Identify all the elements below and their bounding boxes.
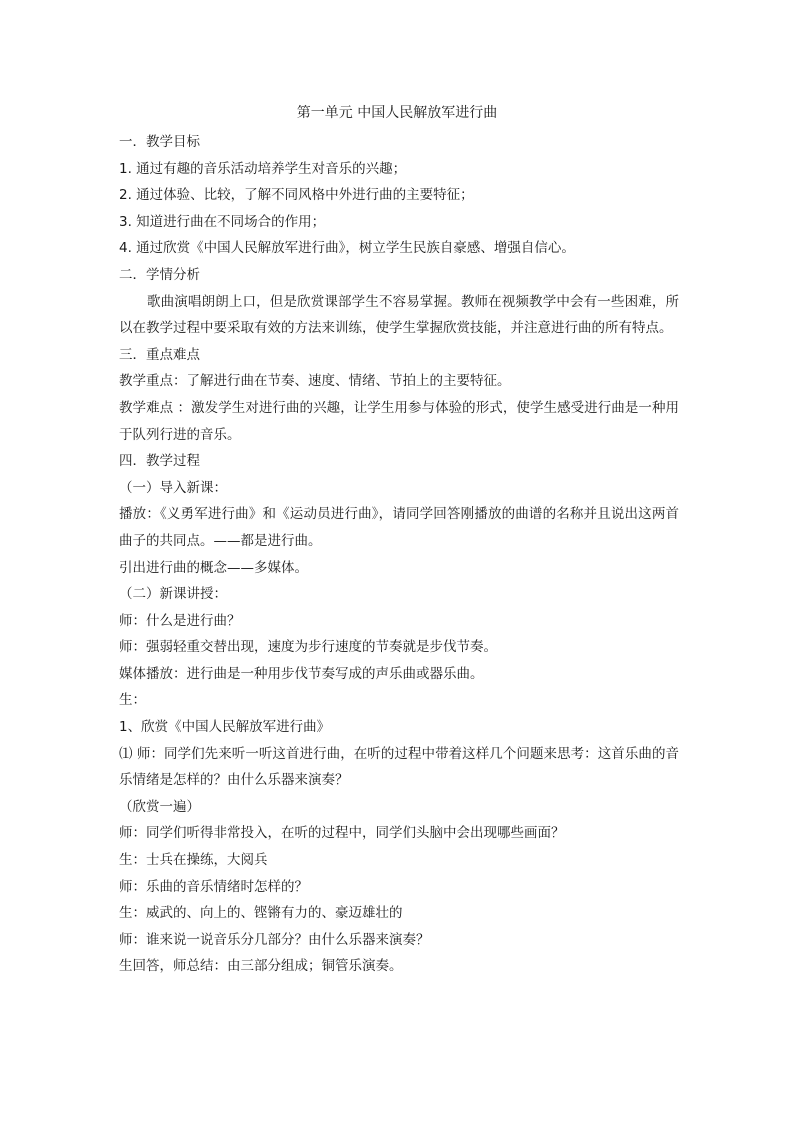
dialogue-paragraph: ⑴ 师：同学们先来听一听这首进行曲，在听的过程中带着这样几个问题来思考：这首乐曲的音乐情绪是怎样的？由什么乐器来演奏？ <box>119 745 679 789</box>
page-title: 第一单元 中国人民解放军进行曲 <box>296 105 498 121</box>
document-body <box>119 129 679 980</box>
objective-item: 4. 通过欣赏《中国人民解放军进行曲》，树立学生民族自豪感、增强自信心。 <box>119 240 575 257</box>
dialogue-line: 师：什么是进行曲？ <box>119 612 241 629</box>
dialogue-line: （欣赏一遍） <box>119 798 200 815</box>
objective-item: 3. 知道进行曲在不同场合的作用； <box>119 213 326 230</box>
dialogue-line: 生： <box>119 692 146 709</box>
section-heading-key-points: 三．重点难点 <box>119 346 200 363</box>
subsection-heading-new-lesson: （二）新课讲授： <box>119 586 227 603</box>
subsection-heading-intro: （一）导入新课： <box>119 479 227 496</box>
activity-heading: 1、欣赏《中国人民解放军进行曲》 <box>119 719 331 736</box>
section-heading-process: 四．教学过程 <box>119 453 200 470</box>
dialogue-line: 生回答，师总结：由三部分组成；铜管乐演奏。 <box>119 958 403 975</box>
process-line: 引出进行曲的概念——多媒体。 <box>119 559 308 576</box>
dialogue-line: 师：强弱轻重交替出现，速度为步行速度的节奏就是步伐节奏。 <box>119 639 497 656</box>
key-point-text: 教学重点：了解进行曲在节奏、速度、情绪、节拍上的主要特征。 <box>119 373 511 390</box>
intro-paragraph: 播放：《义勇军进行曲》和《运动员进行曲》，请同学回答刚播放的曲谱的名称并且说出这两首曲子的共同点。——都是进行曲。 <box>119 506 679 549</box>
dialogue-line: 生：威武的、向上的、铿锵有力的、豪迈雄壮的 <box>119 905 403 922</box>
dialogue-line: 师：同学们听得非常投入，在听的过程中，同学们头脑中会出现哪些画面？ <box>119 825 565 842</box>
dialogue-line: 媒体播放：进行曲是一种用步伐节奏写成的声乐曲或器乐曲。 <box>119 665 484 682</box>
difficulty-text: 教学难点 ：激发学生对进行曲的兴趣，让学生用参与体验的形式，使学生感受进行曲是一种用于队列行进的音乐。 <box>119 399 679 443</box>
section-heading-analysis: 二．学情分析 <box>119 266 200 283</box>
objective-item: 1. 通过有趣的音乐活动培养学生对音乐的兴趣； <box>119 160 407 177</box>
dialogue-line: 师：乐曲的音乐情绪时怎样的？ <box>119 878 308 895</box>
dialogue-line: 生：士兵在操练，大阅兵 <box>119 852 268 869</box>
dialogue-line: 师：谁来说一说音乐分几部分？由什么乐器来演奏？ <box>119 931 430 948</box>
analysis-paragraph: 歌曲演唱朗朗上口，但是欣赏课部学生不容易掌握。教师在视频教学中会有一些困难，所以在教学过程中要采取有效的方法来训练，使学生掌握欣赏技能，并注意进行曲的所有特点。 <box>119 293 679 337</box>
section-heading-objectives: 一．教学目标 <box>119 134 200 150</box>
objective-item: 2. 通过体验、比较，了解不同风格中外进行曲的主要特征； <box>119 187 474 204</box>
